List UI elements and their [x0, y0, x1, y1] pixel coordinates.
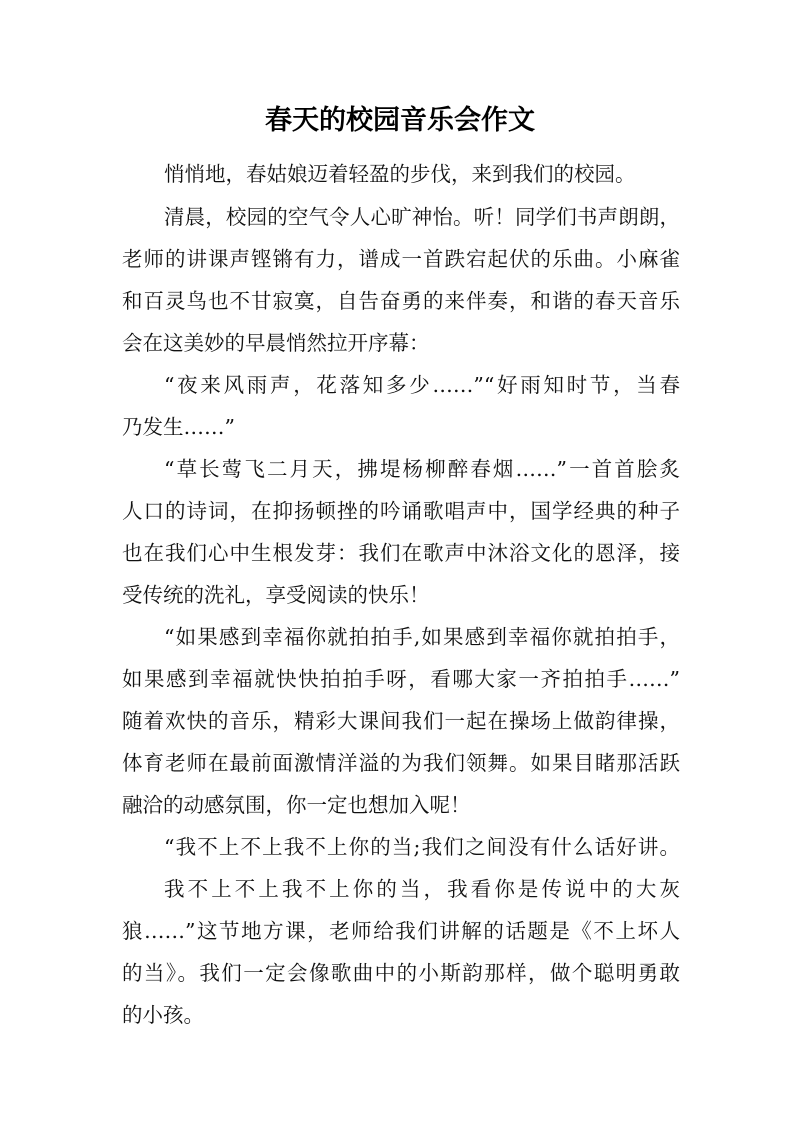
essay-line: 悄悄地，春姑娘迈着轻盈的步伐，来到我们的校园。: [164, 162, 636, 186]
essay-line: “如果感到幸福你就拍拍手,如果感到幸福你就拍拍手，: [164, 625, 680, 649]
essay-line: “夜来风雨声，花落知多少……”“好雨知时节，当春: [164, 373, 680, 397]
essay-line: 会在这美妙的早晨悄然拉开序幕：: [122, 331, 430, 355]
essay-line: 也在我们心中生根发芽：我们在歌声中沐浴文化的恩泽，接: [122, 541, 680, 565]
essay-line: 的小孩。: [122, 1003, 204, 1027]
essay-line: 清晨，校园的空气令人心旷神怡。听！同学们书声朗朗，: [164, 205, 680, 229]
essay-line: 如果感到幸福就快快拍拍手呀，看哪大家一齐拍拍手……”: [122, 667, 680, 691]
essay-line: 体育老师在最前面激情洋溢的为我们领舞。如果目睹那活跃: [122, 751, 680, 775]
essay-line: 融洽的动感氛围，你一定也想加入呢！: [122, 793, 471, 817]
essay-line: 老师的讲课声铿锵有力，谱成一首跌宕起伏的乐曲。小麻雀: [122, 247, 680, 271]
essay-line: 人口的诗词，在抑扬顿挫的吟诵歌唱声中，国学经典的种子: [122, 499, 680, 523]
essay-line: “我不上不上我不上你的当;我们之间没有什么话好讲。: [164, 835, 680, 859]
essay-line: 的当》。我们一定会像歌曲中的小斯韵那样，做个聪明勇敢: [122, 961, 680, 985]
essay-line: 我不上不上我不上你的当，我看你是传说中的大灰: [164, 877, 680, 901]
essay-line: 和百灵鸟也不甘寂寞，自告奋勇的来伴奏，和谐的春天音乐: [122, 289, 680, 313]
essay-line: 狼……”这节地方课，老师给我们讲解的话题是《不上坏人: [122, 919, 680, 943]
essay-line: 乃发生……”: [122, 415, 235, 439]
essay-title: 春天的校园音乐会作文: [265, 105, 535, 136]
essay-line: 随着欢快的音乐，精彩大课间我们一起在操场上做韵律操，: [122, 709, 680, 733]
essay-line: 受传统的洗礼，享受阅读的快乐！: [122, 583, 430, 607]
essay-line: “草长莺飞二月天，拂堤杨柳醉春烟……”一首首脍炙: [164, 457, 680, 481]
